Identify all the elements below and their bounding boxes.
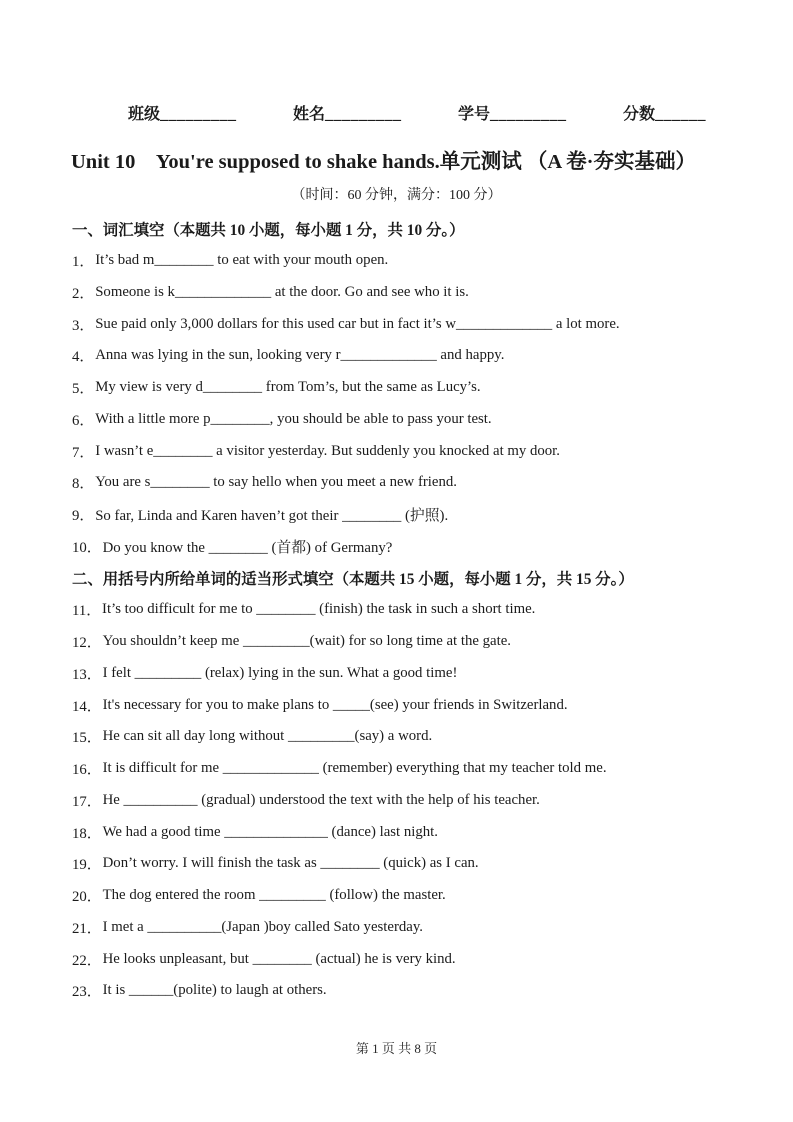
question-line-3 xyxy=(72,308,733,340)
question-number: 7． xyxy=(72,444,95,461)
question-text: So far, Linda and Karen haven’t got their ________ (护照). xyxy=(95,508,449,525)
question-number: 16． xyxy=(72,762,102,779)
question-number: 8． xyxy=(72,476,95,493)
question-text: It is difficult for me _____________ (remember) everything that my teacher told me. xyxy=(102,760,607,777)
question-number: 22． xyxy=(72,952,102,969)
question-number: 2． xyxy=(72,285,95,302)
section-1-heading: 一、词汇填空（本题共 10 小题，每小题 1 分，共 10 分。） xyxy=(72,221,465,239)
question-line-9 xyxy=(72,499,733,531)
question-text: Do you know the ________ (首都) of Germany? xyxy=(102,539,393,556)
question-text: Anna was lying in the sun, looking very r_____________ and happy. xyxy=(95,347,505,364)
question-text: It’s bad m________ to eat with your mouth open. xyxy=(95,252,389,269)
student-info-row xyxy=(128,101,706,124)
student-id-label: 学号 xyxy=(457,106,490,123)
question-line-4 xyxy=(72,340,733,372)
question-line-6 xyxy=(72,404,733,436)
score-blank: ______ xyxy=(654,106,706,123)
question-line-20 xyxy=(72,880,733,912)
question-text: I wasn’t e________ a visitor yesterday. But suddenly you knocked at my door. xyxy=(95,442,560,459)
question-text: He can sit all day long without _________(say) a word. xyxy=(102,728,433,745)
score-label: 分数 xyxy=(622,106,655,123)
question-number: 20． xyxy=(72,889,102,906)
student-id-blank: _________ xyxy=(489,106,567,123)
exam-body xyxy=(72,213,733,1007)
question-number: 10． xyxy=(72,539,102,556)
question-line-19 xyxy=(72,848,733,880)
question-text: He looks unpleasant, but ________ (actual) he is very kind. xyxy=(102,950,456,967)
question-text: I felt _________ (relax) lying in the sun. What a good time! xyxy=(102,664,458,681)
question-line-2 xyxy=(72,277,733,309)
question-text: I met a __________(Japan )boy called Sato yesterday. xyxy=(102,918,423,935)
question-text: My view is very d________ from Tom’s, but the same as Lucy’s. xyxy=(95,379,481,396)
question-line-1 xyxy=(72,245,733,277)
question-number: 14． xyxy=(72,698,102,715)
name-label: 姓名 xyxy=(292,106,325,123)
question-line-17 xyxy=(72,785,733,817)
class-blank: _________ xyxy=(160,106,237,123)
question-number: 12． xyxy=(72,635,102,652)
name-field xyxy=(293,101,402,124)
question-number: 15． xyxy=(72,730,102,747)
question-number: 11． xyxy=(72,603,102,620)
question-text: He __________ (gradual) understood the text with the help of his teacher. xyxy=(102,791,540,808)
question-line-18 xyxy=(72,816,733,848)
class-label: 班级 xyxy=(128,106,161,123)
question-line-22 xyxy=(72,943,733,975)
question-line-11 xyxy=(72,594,733,626)
question-line-7 xyxy=(72,435,733,467)
question-number: 5． xyxy=(72,381,95,398)
question-text: It is ______(polite) to laugh at others. xyxy=(102,982,327,999)
question-line-13 xyxy=(72,658,733,690)
question-number: 17． xyxy=(72,793,102,810)
question-line-16 xyxy=(72,753,733,785)
question-number: 3． xyxy=(72,317,95,334)
question-number: 6． xyxy=(72,412,95,429)
question-text: It's necessary for you to make plans to _____(see) your friends in Switzerland. xyxy=(102,696,568,713)
question-text: Someone is k_____________ at the door. Go and see who it is. xyxy=(95,283,469,300)
question-line-21 xyxy=(72,912,733,944)
question-number: 4． xyxy=(72,349,95,366)
question-line-5 xyxy=(72,372,733,404)
question-line-10 xyxy=(72,531,733,563)
exam-subtitle: （时间：60 分钟，满分：100 分） xyxy=(291,188,502,203)
question-text: You are s________ to say hello when you meet a new friend. xyxy=(95,474,457,491)
exam-title: Unit 10 You're supposed to shake hands.单元测试 （A 卷·夯实基础） xyxy=(71,151,696,173)
question-line-8 xyxy=(72,467,733,499)
question-number: 18． xyxy=(72,825,102,842)
question-number: 13． xyxy=(72,666,102,683)
question-number: 19． xyxy=(72,857,102,874)
question-text: It’s too difficult for me to ________ (finish) the task in such a short time. xyxy=(102,601,536,618)
question-number: 1． xyxy=(72,254,95,271)
question-text: You shouldn’t keep me _________(wait) for so long time at the gate. xyxy=(102,633,511,650)
question-text: Sue paid only 3,000 dollars for this used car but in fact it’s w_____________ a lot more. xyxy=(95,315,620,332)
student-id-field xyxy=(458,101,567,124)
question-text: The dog entered the room _________ (follow) the master. xyxy=(102,887,446,904)
question-line-23 xyxy=(72,975,733,1007)
question-line-15 xyxy=(72,721,733,753)
name-blank: _________ xyxy=(325,106,402,123)
question-text: Don’t worry. I will finish the task as ________ (quick) as I can. xyxy=(102,855,479,872)
question-number: 21． xyxy=(72,920,102,937)
question-text: We had a good time ______________ (dance) last night. xyxy=(102,823,438,840)
question-text: With a little more p________, you should be able to pass your test. xyxy=(95,410,492,427)
page-footer: 第 1 页 共 8 页 xyxy=(355,1041,438,1056)
class-field xyxy=(128,101,237,124)
section-2-heading: 二、用括号内所给单词的适当形式填空（本题共 15 小题，每小题 1 分，共 15 分。） xyxy=(72,571,634,589)
score-field xyxy=(623,101,706,124)
question-number: 23． xyxy=(72,984,102,1001)
question-number: 9． xyxy=(72,508,95,525)
question-line-14 xyxy=(72,689,733,721)
question-line-12 xyxy=(72,626,733,658)
